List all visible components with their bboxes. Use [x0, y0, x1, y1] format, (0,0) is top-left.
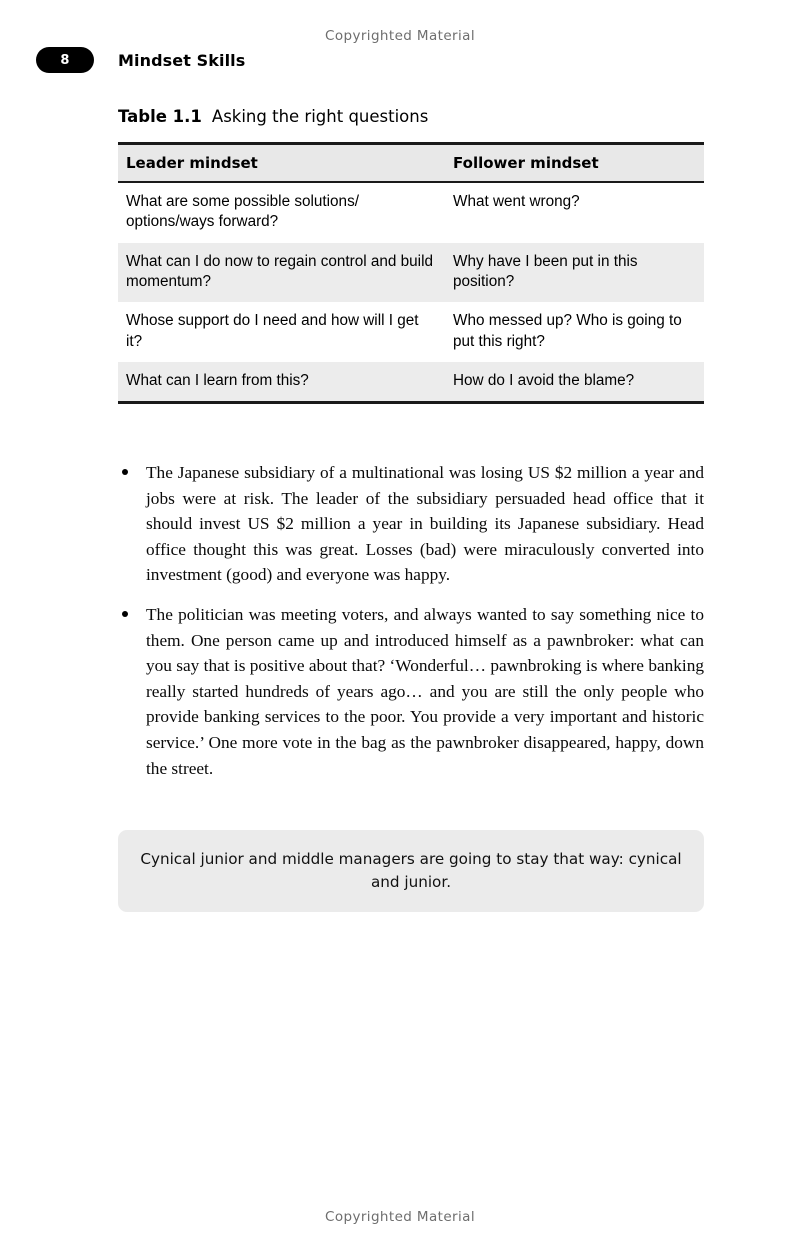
column-header-follower-mindset: Follower mindset [445, 144, 704, 183]
cell-leader: What can I do now to regain control and build momentum? [126, 252, 433, 291]
table-header-row [118, 144, 704, 183]
anecdote-bullet-list [118, 460, 704, 781]
chapter-title: Mindset Skills [118, 50, 246, 70]
list-item [118, 602, 704, 781]
table-block [118, 107, 704, 404]
cell-follower: What went wrong? [453, 193, 580, 210]
cell-leader: What can I learn from this? [118, 362, 445, 403]
table-caption-text: Asking the right questions [211, 107, 429, 126]
table-body [118, 182, 704, 403]
pull-quote-callout [118, 830, 704, 912]
table-caption [118, 107, 704, 126]
column-header-leader-mindset: Leader mindset [118, 144, 445, 183]
copyright-watermark-bottom: Copyrighted Material [325, 1209, 475, 1225]
list-item-text: The politician was meeting voters, and always wanted to say something nice to them. One person came up and introduced himself as a pawnbroker: what can you say that is positive about that? ‘Wonderful… pawnbroking is where banking really started hundreds of years ago… and you are still the only people who provide banking services to the poor. You provide a very important and historic service.’ One more vote in the bag as the pawnbroker disappeared, happy, down the street. [146, 604, 704, 778]
table-row [118, 362, 704, 403]
table-row [118, 243, 704, 303]
table-caption-label: Table 1.1 [118, 107, 202, 126]
list-item-text: The Japanese subsidiary of a multinational was losing US $2 million a year and jobs were at risk. The leader of the subsidiary persuaded head office that it should invest US $2 million a year in building its Japanese subsidiary. Head office thought this was great. Losses (bad) were miraculously converted into investment (good) and everyone was happy. [146, 463, 704, 585]
list-item [118, 460, 704, 588]
bullet-point-icon [122, 469, 128, 475]
cell-follower: Why have I been put in this position? [453, 252, 638, 291]
table-row [118, 182, 704, 243]
mindset-questions-table [118, 142, 704, 404]
cell-follower: How do I avoid the blame? [445, 362, 704, 403]
copyright-watermark-top: Copyrighted Material [325, 28, 475, 44]
cell-leader: Whose support do I need and how will I get it? [126, 312, 419, 350]
pull-quote-text: Cynical junior and middle managers are going to stay that way: cynical and junior. [140, 850, 682, 891]
bullet-point-icon [122, 611, 128, 617]
page-number-badge: 8 [36, 47, 94, 73]
cell-follower: Who messed up? Who is going to put this right? [453, 312, 682, 350]
cell-leader: What are some possible solutions/ options/ways forward? [126, 193, 359, 231]
running-head [36, 47, 245, 73]
table-row [118, 302, 704, 362]
table-header [118, 144, 704, 183]
